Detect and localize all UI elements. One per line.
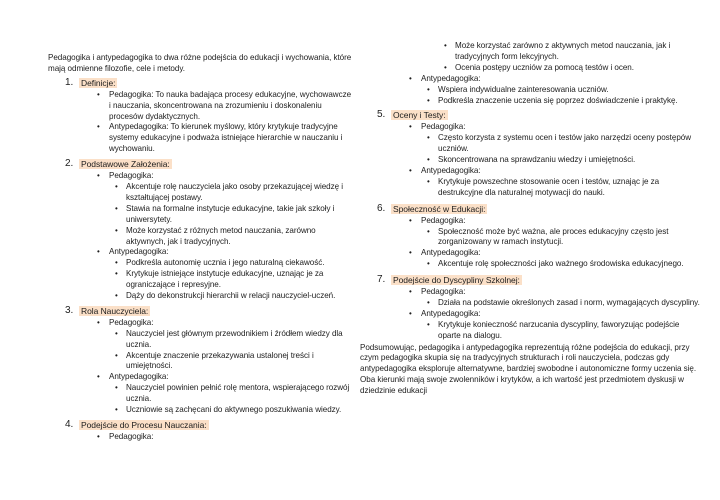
list-item: • Nauczyciel jest głównym przewodnikiem i źródłem wiedzy dla ucznia.	[109, 329, 354, 351]
section-teacher-role	[48, 306, 354, 416]
list-item: • Może korzystać z różnych metod nauczania, zarówno aktywnych, jak i tradycyjnych.	[109, 226, 354, 248]
list-item: • Społeczność może być ważna, ale proces edukacyjny często jest zorganizowany w ramach instytucji.	[421, 227, 700, 249]
group-label: Pedagogika:	[421, 215, 466, 225]
item-list	[438, 41, 700, 74]
group-pedagogika	[391, 216, 700, 249]
section-title: Definicje:	[81, 77, 116, 88]
left-column	[48, 0, 354, 443]
list-item: • Krytykuje konieczność narzucania dyscypliny, faworyzując podejście oparte na dialogu.	[421, 320, 700, 342]
section-list-left	[48, 78, 354, 443]
section-number: 1.	[65, 76, 74, 88]
section-title: Podejście do Dyscypliny Szkolnej:	[393, 275, 520, 286]
group-list	[391, 122, 700, 198]
group-label: Pedagogika:	[109, 171, 154, 181]
item-list	[109, 182, 354, 247]
section-title: Podstawowe Założenia:	[81, 159, 170, 170]
group-list	[79, 432, 354, 443]
group-label: Pedagogika:	[109, 317, 154, 327]
list-item: • Często korzysta z systemu ocen i testów jako narzędzi oceny postępów uczniów.	[421, 133, 700, 155]
section-number: 6.	[377, 202, 386, 214]
group-label: Antypedagogika:	[109, 247, 169, 257]
group-list	[79, 318, 354, 416]
item-list	[109, 383, 354, 416]
group-antypedagogika	[391, 166, 700, 199]
section-definitions	[48, 78, 354, 155]
list-item: • Ocenia postępy uczniów za pomocą testów i ocen.	[438, 63, 700, 74]
group-label: Pedagogika:	[421, 287, 466, 297]
list-item: • Wspiera indywidualne zainteresowania uczniów.	[421, 85, 700, 96]
list-item: • Akcentuje znaczenie przekazywania ustalonej treści i umiejętności.	[109, 351, 354, 373]
group-list	[391, 74, 700, 107]
summary-paragraph: Podsumowując, pedagogika i antypedagogika reprezentują różne podejścia do edukacji, przy czym pedagogika skupia się na tradycyjnych strukturach i roli nauczyciela, podczas gdy antypedagogika eksploruje alternatywne, bardziej swobodne i autonomiczne formy uczenia się. Oba kierunki mają swoje zwolenników i krytyków, a ich wartość jest przedmiotem dyskusji w dziedzinie edukacji	[360, 342, 697, 396]
definition-list	[79, 90, 354, 155]
group-label: Antypedagogika:	[421, 73, 481, 83]
group-pedagogika	[79, 432, 354, 443]
item-list	[421, 85, 700, 107]
list-item: • Nauczyciel powinien pełnić rolę mentora, wspierającego rozwój ucznia.	[109, 383, 354, 405]
group-list	[391, 216, 700, 271]
list-item: • Akcentuje rolę nauczyciela jako osoby przekazującej wiedzę i kształtującej postawy.	[109, 182, 354, 204]
group-label: Antypedagogika:	[109, 372, 169, 382]
section-assumptions	[48, 159, 354, 302]
group-list	[79, 171, 354, 302]
right-column	[360, 0, 700, 397]
group-pedagogika	[391, 287, 700, 309]
group-antypedagogika	[391, 248, 700, 270]
section-title: Oceny i Testy:	[393, 110, 446, 121]
list-item: • Działa na podstawie określonych zasad i norm, wymagających dyscypliny.	[421, 298, 700, 309]
section-title: Rola Nauczyciela:	[81, 305, 149, 316]
section-discipline	[360, 275, 700, 341]
item-list	[421, 298, 700, 309]
item-list	[109, 329, 354, 373]
list-item: • Pedagogika: To nauka badająca procesy edukacyjne, wychowawcze i nauczania, skoncentrowana na zrozumieniu i doskonaleniu procesów dydaktycznych.	[79, 90, 354, 123]
group-label: Pedagogika:	[421, 122, 466, 132]
group-antypedagogika	[79, 372, 354, 416]
section-number: 5.	[377, 109, 386, 121]
section-title: Podejście do Procesu Nauczania:	[81, 420, 207, 430]
group-pedagogika	[79, 171, 354, 247]
group-label: Pedagogika:	[109, 431, 154, 441]
section-number: 4.	[65, 419, 74, 430]
section-grades-tests	[360, 110, 700, 198]
group-pedagogika	[79, 318, 354, 373]
item-list	[109, 258, 354, 302]
section-teaching-process-continued	[360, 41, 700, 106]
item-list	[421, 259, 700, 270]
group-antypedagogika	[391, 309, 700, 342]
list-item: • Podkreśla znaczenie uczenia się poprzez doświadczenie i praktykę.	[421, 96, 700, 107]
section-title: Społeczność w Edukacji:	[393, 203, 486, 214]
list-item: • Krytykuje powszechne stosowanie ocen i testów, uznając je za destrukcyjne dla naturalnej motywacji do nauki.	[421, 177, 700, 199]
list-item: • Uczniowie są zachęcani do aktywnego poszukiwania wiedzy.	[109, 405, 354, 416]
group-label: Antypedagogika:	[421, 165, 481, 175]
list-item: • Skoncentrowana na sprawdzaniu wiedzy i umiejętności.	[421, 155, 700, 166]
list-item: • Może korzystać zarówno z aktywnych metod nauczania, jak i tradycyjnych form lekcyjnych.	[438, 41, 700, 63]
list-item: • Stawia na formalne instytucje edukacyjne, takie jak szkoły i uniwersytety.	[109, 204, 354, 226]
section-number: 2.	[65, 158, 74, 170]
group-list	[391, 287, 700, 342]
section-community	[360, 204, 700, 270]
list-item: • Podkreśla autonomię ucznia i jego naturalną ciekawość.	[109, 258, 354, 269]
group-pedagogika	[391, 122, 700, 166]
group-label: Antypedagogika:	[421, 248, 481, 258]
list-item: • Antypedagogika: To kierunek myślowy, który krytykuje tradycyjne systemy edukacyjne i podważa istniejące hierarchie w nauczaniu i wychowaniu.	[79, 122, 354, 155]
group-antypedagogika	[391, 74, 700, 107]
item-list	[421, 227, 700, 249]
section-list-right	[360, 41, 700, 342]
item-list	[421, 320, 700, 342]
item-list	[421, 177, 700, 199]
group-antypedagogika	[79, 247, 354, 302]
item-list	[421, 133, 700, 166]
section-number: 7.	[377, 274, 386, 286]
intro-paragraph: Pedagogika i antypedagogika to dwa różne podejścia do edukacji i wychowania, które mają odmienne filozofie, cele i metody.	[48, 53, 352, 73]
list-item: • Akcentuje rolę społeczności jako ważnego środowiska edukacyjnego.	[421, 259, 700, 270]
list-item: • Dąży do dekonstrukcji hierarchii w relacji nauczyciel-uczeń.	[109, 291, 354, 302]
section-number: 3.	[65, 304, 74, 316]
section-teaching-process	[48, 420, 354, 443]
group-label: Antypedagogika:	[421, 308, 481, 318]
list-item: • Krytykuje istniejące instytucje edukacyjne, uznając je za ograniczające i represyjne.	[109, 269, 354, 291]
